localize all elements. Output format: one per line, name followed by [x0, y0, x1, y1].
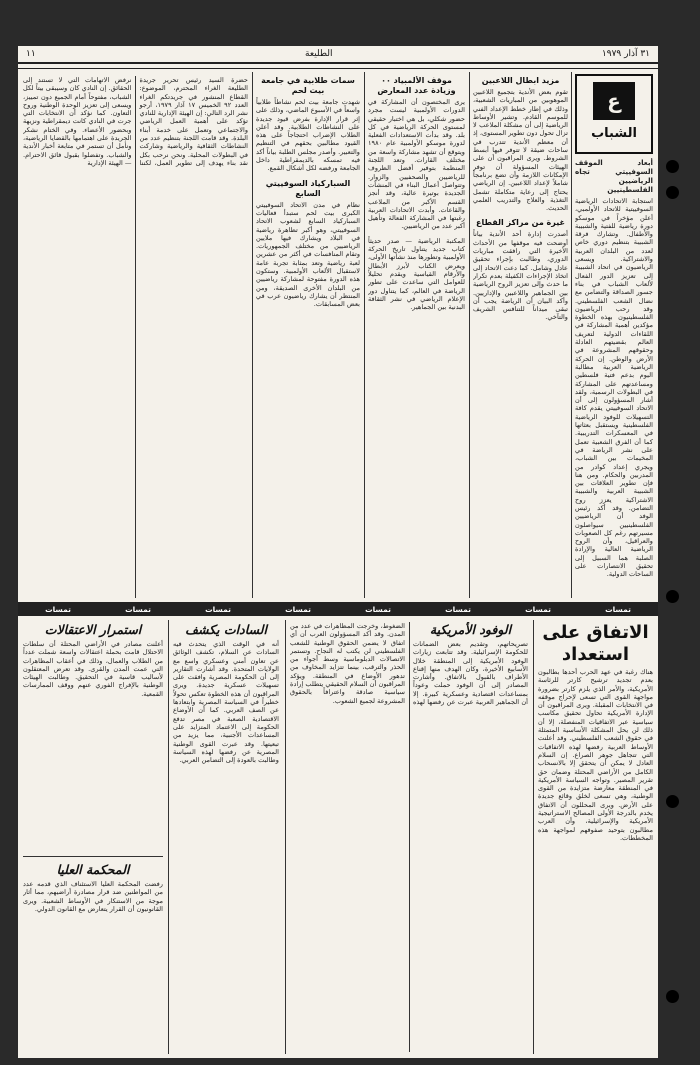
page-number: ١١ [26, 49, 36, 59]
article-body: تصريحاتهم، وتقديم بعض الضمانات للحكومة الإسرائيلية. وقد تتابعت زيارات الوفود الأمريكية إلى المنطقة خلال الأسابيع الأخيرة، وكان الهدف منها إقناع الأطراف بالقبول بالاتفاق. وأشارت المصادر إلى أن الوفود حملت وعوداً بمساعدات اقتصادية وعسكرية كبيرة. إلا أن الجماهير العربية عبرت عن رفضها لهذه الضغوط، وخرجت المظاهرات في عدد من المدن. وقد أكد المسؤولون العرب أن أي اتفاق لا يضمن الحقوق الوطنية للشعب الفلسطيني لن يكتب له النجاح. وتستمر الاتصالات الدبلوماسية وسط أجواء من الحذر والترقب، بينما تتزايد المخاوف من تدهور الأوضاع في المنطقة. ويؤكد المراقبون أن السلام الحقيقي يتطلب إرادة سياسية صادقة واعترافاً بالحقوق المشروعة لجميع الشعوب. [290, 622, 528, 707]
article-mahkama [23, 862, 163, 1052]
banner-label: تمسات [125, 604, 151, 614]
article-body: أنه في الوقت الذي يتحدث فيه السادات عن السلام، تكشف الوثائق عن تعاون أمني وعسكري واسع مع الولايات المتحدة. وقد أشارت التقارير إلى أن الحكومة المصرية وافقت على تسهيلات عسكرية جديدة. ويرى المراقبون أن هذه الخطوة تعكس تحولاً خطيراً في السياسة المصرية وابتعادها عن الصف العربي. كما أن الأوضاع الاقتصادية الصعبة في مصر تدفع الحكومة إلى الاعتماد المتزايد على المساعدات الأجنبية، مما يزيد من تبعيتها. وقد عبرت القوى الوطنية المصرية عن رفضها لهذه السياسة وطالبت بالعودة إلى التضامن العربي. [173, 640, 279, 765]
punch-hole [666, 990, 679, 1003]
column-rule [168, 620, 169, 1054]
column-rule [252, 72, 253, 598]
column-title: موقف الألمبياد ٠٠ وزيادة عدد المعارض [377, 76, 456, 95]
column-subtitle: غيرة من مراكز القطاع [475, 218, 565, 228]
article-title: الاتفاق على استعداد [542, 622, 649, 665]
column-body: تقوم بعض الأندية بتجميع اللاعبين الموهوبين من المباريات الشعبية، وذلك في إطار خطط الإعداد الفني للموسم القادم. وتشير الأوساط الرياضية إلى أن مشكلة الملاعب لا تزال تحول دون تطوير المستوى، إذ أن معظم الأندية تتدرب في ساحات ضيقة لا تتوفر فيها أبسط الشروط. ويرى المراقبون أن على الهيئات المسؤولة أن توفر الإمكانات اللازمة وأن تضع برنامجاً شاملاً لإعداد اللاعبين. إن الرياضي يحتاج إلى رعاية متكاملة تشمل التغذية والعلاج والتدريب العلمي الحديث. [473, 88, 568, 213]
column-rule [285, 620, 286, 1054]
banner-label: تمسات [605, 604, 631, 614]
article-title: الوفود الأمريكية [429, 622, 512, 637]
column-title: مزيد ابطال اللاعبين [481, 76, 560, 85]
publication-name: الطليعة [305, 49, 333, 59]
column-rule [533, 620, 534, 1054]
column-subbody: نظام في مدن الاتحاد السوفييتي الكبرى بيت لحم ستبدأ فعاليات السباركياد السابع لشعوب الاتحاد السوفييتي، وهو أكبر تظاهرة رياضية في البلاد ويشارك فيها ملايين الرياضيين من مختلف الجمهوريات. وتقام المنافسات في أكثر من عشرين لعبة رياضية وتعد بمثابة تجربة عامة لاستقبال الألعاب الأولمبية. وستكون هذه الدورة مفتوحة لمشاركة رياضيين من البلدان الأخرى الصديقة، ومن المنتظر أن يشارك رياضيون عرب في بعض المسابقات. [256, 200, 360, 309]
banner-label: تمسات [525, 604, 551, 614]
banner-label: تمسات [365, 604, 391, 614]
column-editorial-letter [23, 76, 248, 598]
article-body: هناك رغبة في عهد الحرب أحدها بطالبون بعدم تجديد ترشيح كارتر للرئاسة الأمريكية، والأمر الذي يلزم كارتر بضرورة مواجهة القوى التي تسعى لإحراج موقفه في الانتخابات المقبلة. ويرى المراقبون أن الإدارة الأمريكية تحاول تحقيق مكاسب سياسية عبر الاتفاقيات المنفصلة، إلا أن ذلك لن يحل المشكلة الأساسية المتمثلة في حقوق الشعب الفلسطيني. وقد أعلنت الأوساط العربية رفضها لهذه الاتفاقيات التي تتجاهل جوهر الصراع. إن السلام العادل لا يمكن أن يتحقق إلا بالانسحاب الكامل من الأراضي المحتلة وضمان حق تقرير المصير. وتواجه السياسة الأمريكية في المنطقة معارضة متزايدة من القوى الوطنية، وهي تسعى لخلق وقائع جديدة على الأرض. ويرى المحللون أن الاتفاق يخدم بالدرجة الأولى المصالح الاستراتيجية الأمريكية والإسرائيلية، وأن العرب مطالبون بتوحيد صفوفهم لمواجهة هذه المخططات. [538, 668, 653, 842]
article-title: استمرار الاعتقالات [44, 622, 142, 637]
column-subtitle: السباركياد السوفييتي السابع [265, 178, 351, 198]
logo-glyph: ع [593, 82, 635, 120]
page-masthead [18, 46, 658, 64]
issue-date: ٣١ آذار ١٩٧٩ [601, 49, 650, 59]
article-divider [23, 856, 163, 857]
column-nadi [473, 76, 568, 598]
column-olympic [368, 76, 465, 598]
column-body: استجابة الاتحادات الرياضية السوفييتية للاتحاد الأولمبي، أعلن مؤخراً في موسكو دورة رياضية للفتية والشبيبة والأطفال. وتشارك فرقة الشبيبة بتنظيم دوري خاص لعدد من البلدان العربية والاشتراكية. ويسعى الرياضيون في اتحاد الشبيبة إلى تعزيز الدور الفعال لألعاب الشباب في بناء جسور الصداقة والتضامن مع نضال الشعب الفلسطيني. وقد رحب الرياضيون الفلسطينيون بهذه الخطوة مؤكدين أهمية المشاركة في اللقاءات الدولية لتعريف العالم بقضيتهم العادلة وحقوقهم المشروعة في الأرض والوطن. إن الحركة الرياضية العربية مطالبة اليوم بدعم فتية فلسطين ومساعدتهم على المشاركة في البطولات الرسمية، ولقد أشار المسؤولون إلى أن الاتحاد السوفييتي يقدم كافة التسهيلات للوفود الرياضية الفلسطينية ويستقبل بعثاتها في المعسكرات التدريبية. كما أن الفرق الشعبية تعمل على نشر الرياضة في المخيمات بين الشباب، ويجري إعداد كوادر من المدربين والحكام. ومن هنا فإن تطوير العلاقات بين الشبيبة العربية والشبيبة الاشتراكية يعزز روح التضامن. وقد أكد رئيس الوفد أن الرياضيين الفلسطينيين سيواصلون مسيرتهم رغم كل الصعوبات والعراقيل، وأن الروح الرياضية العالية والإرادة الصلبة هما السبيل إلى تحقيق الانتصارات على الساحات الدولية. [575, 197, 653, 579]
letter-body: حضرة السيد رئيس تحرير جريدة الطليعة الغراء المحترم، الموضوع: القطاع المنشور في جريدتكم الغراء العدد ٩٢ الخميس ١٧ آذار ١٩٧٩، أرجو نشر الرد التالي: إن الهيئة الإدارية للنادي تؤكد على أهمية العمل الرياضي والاجتماعي وتعمل على خدمة أبناء البلدة. وقد قامت اللجنة بتنظيم عدد من النشاطات الثقافية والرياضية وشاركت في البطولات المحلية. ونحن نرحب بكل نقد بناء يهدف إلى تطوير العمل، لكننا نرفض الاتهامات التي لا تستند إلى الحقائق. إن النادي كان وسيبقى بيتاً لكل الشباب، مفتوحاً أمام الجميع دون تمييز، ويسعى إلى تعزيز الوحدة الوطنية وروح التعاون. كما نؤكد أن الانتخابات التي جرت في النادي كانت ديمقراطية ونزيهة وبحضور الأعضاء. وفي الختام نشكر الجريدة على اهتمامها بالقضايا الرياضية، ونأمل أن تستمر في متابعة أخبار الأندية والشباب. وتفضلوا بقبول فائق الاحترام. — الهيئة الإدارية [23, 76, 248, 167]
punch-hole [666, 795, 679, 808]
column-rule [571, 72, 572, 598]
article-body: أعلنت مصادر في الأراضي المحتلة أن سلطات الاحتلال قامت بحملة اعتقالات واسعة شملت عدداً من الطلاب والعمال، وذلك في أعقاب المظاهرات التي عمت المدن والقرى. وقد تعرض المعتقلون لأساليب قاسية في التحقيق. وطالبت الهيئات الوطنية بالإفراج الفوري عنهم ووقف الممارسات القمعية. [23, 640, 163, 698]
article-wufud [290, 622, 528, 1052]
punch-hole [666, 186, 679, 199]
section-logo [575, 74, 653, 154]
column-rule [364, 72, 365, 598]
column-shabab [575, 158, 653, 598]
article-body: رفضت المحكمة العليا الاستئناف الذي قدمه عدد من المواطنين ضد قرار مصادرة أراضيهم، مما أثار موجة من الاستنكار في الأوساط الشعبية. ويرى القانونيون أن القرار يتعارض مع القانون الدولي. [23, 880, 163, 913]
article-sadat [173, 622, 279, 1052]
column-rule [469, 72, 470, 598]
banner-label: تمسات [45, 604, 71, 614]
column-subbody: أصدرت إدارة أحد الأندية بياناً أوضحت فيه موقفها من الأحداث الأخيرة التي رافقت مباريات الدوري، وطالبت بإجراء تحقيق عادل وشامل. كما دعت الاتحاد إلى اتخاذ الإجراءات الكفيلة بعدم تكرار ما حدث وإلى تعزيز الروح الرياضية بين الجماهير واللاعبين والإداريين. وأكد البيان أن الرياضة يجب أن تبقى ميداناً للتنافس الشريف والتآخي. [473, 230, 568, 322]
banner-label: تمسات [445, 604, 471, 614]
column-subbody: المكتبة الرياضية — صدر حديثاً كتاب جديد يتناول تاريخ الحركة الأولمبية وتطورها منذ نشأتها الأولى، ويعرض الكتاب لأبرز الأبطال والأرقام القياسية ويقدم تحليلاً للعوامل التي ساعدت على تطور الرياضة في العالم، كما يتناول دور الإعلام الرياضي في نشر الثقافة البدنية بين الجماهير. [368, 236, 465, 312]
column-title: سمات طلابية في جامعة بيت لحم [261, 76, 355, 95]
column-body: شهدت جامعة بيت لحم نشاطاً طلابياً واسعاً في الأسبوع الماضي، وذلك على إثر قرار الإدارة بفرض قيود جديدة على النشاطات الطلابية. وقد أعلن الطلاب الإضراب احتجاجاً على هذه القيود مطالبين بحقهم في التنظيم والتعبير. وأصدر مجلس الطلبة بياناً أكد فيه تمسكه بالديمقراطية داخل الجامعة ورفضه لكل أشكال القمع. [256, 98, 360, 173]
section-banner [18, 602, 658, 616]
article-ittifaq [538, 622, 653, 1052]
banner-label: تمسات [205, 604, 231, 614]
column-body: يرى المختصون أن المشاركة في الدورات الأولمبية ليست مجرد حضور شكلي، بل هي اختبار حقيقي لمستوى الحركة الرياضية في كل بلد. وقد بدأت الاستعدادات الفعلية لدورة موسكو الأولمبية عام ١٩٨٠ ويتوقع أن تشهد مشاركة واسعة من مختلف القارات. وتعد اللجنة المنظمة بتوفير أفضل الظروف للرياضيين والصحفيين والزوار. وتتواصل أعمال البناء في المنشآت الجديدة بوتيرة عالية، وقد أنجز القسم الأكبر من الملاعب والقاعات. وأبدت الاتحادات العربية رغبتها في المشاركة الفعالة وتأهيل أكبر عدد من الرياضيين. [368, 98, 465, 231]
punch-hole [666, 160, 679, 173]
column-subtitle: أبعاد الموقف السوفييتي تجاه الرياضيين الفلسطينيين [575, 158, 653, 194]
section-title: الشباب [591, 126, 637, 141]
newspaper-page [18, 46, 658, 1058]
article-title: السادات يكشف [185, 622, 267, 637]
banner-label: تمسات [285, 604, 311, 614]
column-soviet [256, 76, 360, 598]
article-ishtiyak [23, 622, 163, 852]
masthead-rule [18, 68, 658, 69]
punch-hole [666, 590, 679, 603]
article-title: المحكمة العليا [56, 862, 130, 877]
